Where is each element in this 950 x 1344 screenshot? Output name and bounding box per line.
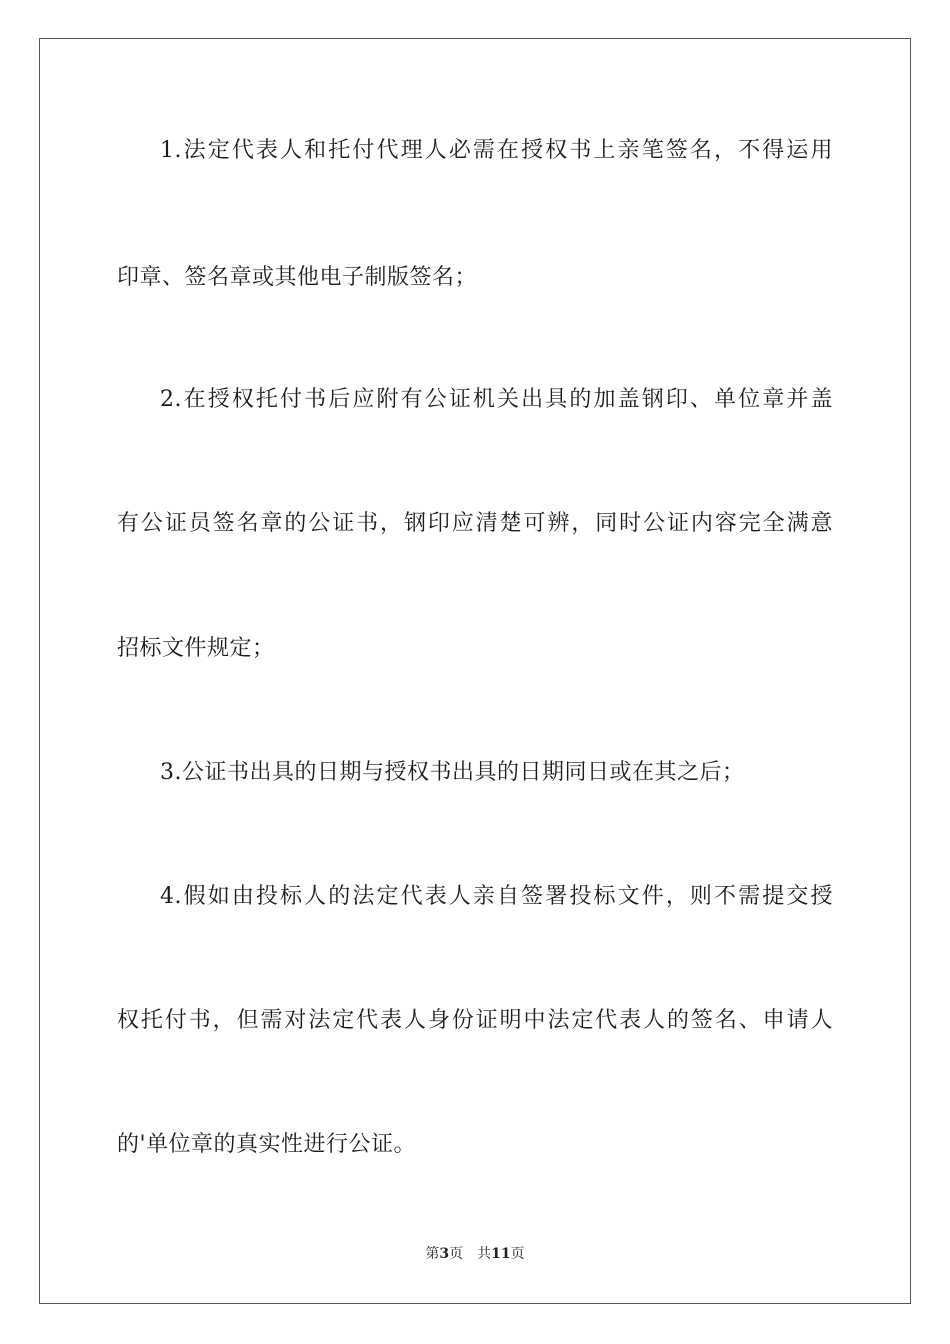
paragraph-1-line-2: 印章、签名章或其他电子制版签名； <box>117 265 478 290</box>
page-frame <box>39 38 911 1304</box>
paragraph-2-line-1: 2.在授权托付书后应附有公证机关出具的加盖钢印、单位章并盖 <box>160 387 833 412</box>
paragraph-3-line-1: 3.公证书出具的日期与授权书出具的日期同日或在其之后； <box>160 760 745 785</box>
footer-page-number: 3 <box>439 1246 450 1262</box>
footer-page-suffix: 页 <box>449 1246 464 1262</box>
paragraph-4-line-1: 4.假如由投标人的法定代表人亲自签署投标文件，则不需提交授 <box>160 884 833 909</box>
footer-page-prefix: 第 <box>425 1246 440 1262</box>
footer-total-prefix: 共 <box>477 1246 492 1262</box>
paragraph-2-line-3: 招标文件规定； <box>117 636 275 661</box>
paragraph-4-line-2: 权托付书，但需对法定代表人身份证明中法定代表人的签名、申请人 <box>117 1008 833 1033</box>
paragraph-4-line-3: 的'单位章的真实性进行公证。 <box>117 1132 417 1157</box>
footer-total-pages: 11 <box>491 1246 511 1262</box>
page-footer <box>0 1244 950 1264</box>
footer-total-suffix: 页 <box>510 1246 525 1262</box>
paragraph-2-line-2: 有公证员签名章的公证书，钢印应清楚可辨，同时公证内容完全满意 <box>117 511 833 536</box>
paragraph-1-line-1: 1.法定代表人和托付代理人必需在授权书上亲笔签名，不得运用 <box>160 138 833 163</box>
